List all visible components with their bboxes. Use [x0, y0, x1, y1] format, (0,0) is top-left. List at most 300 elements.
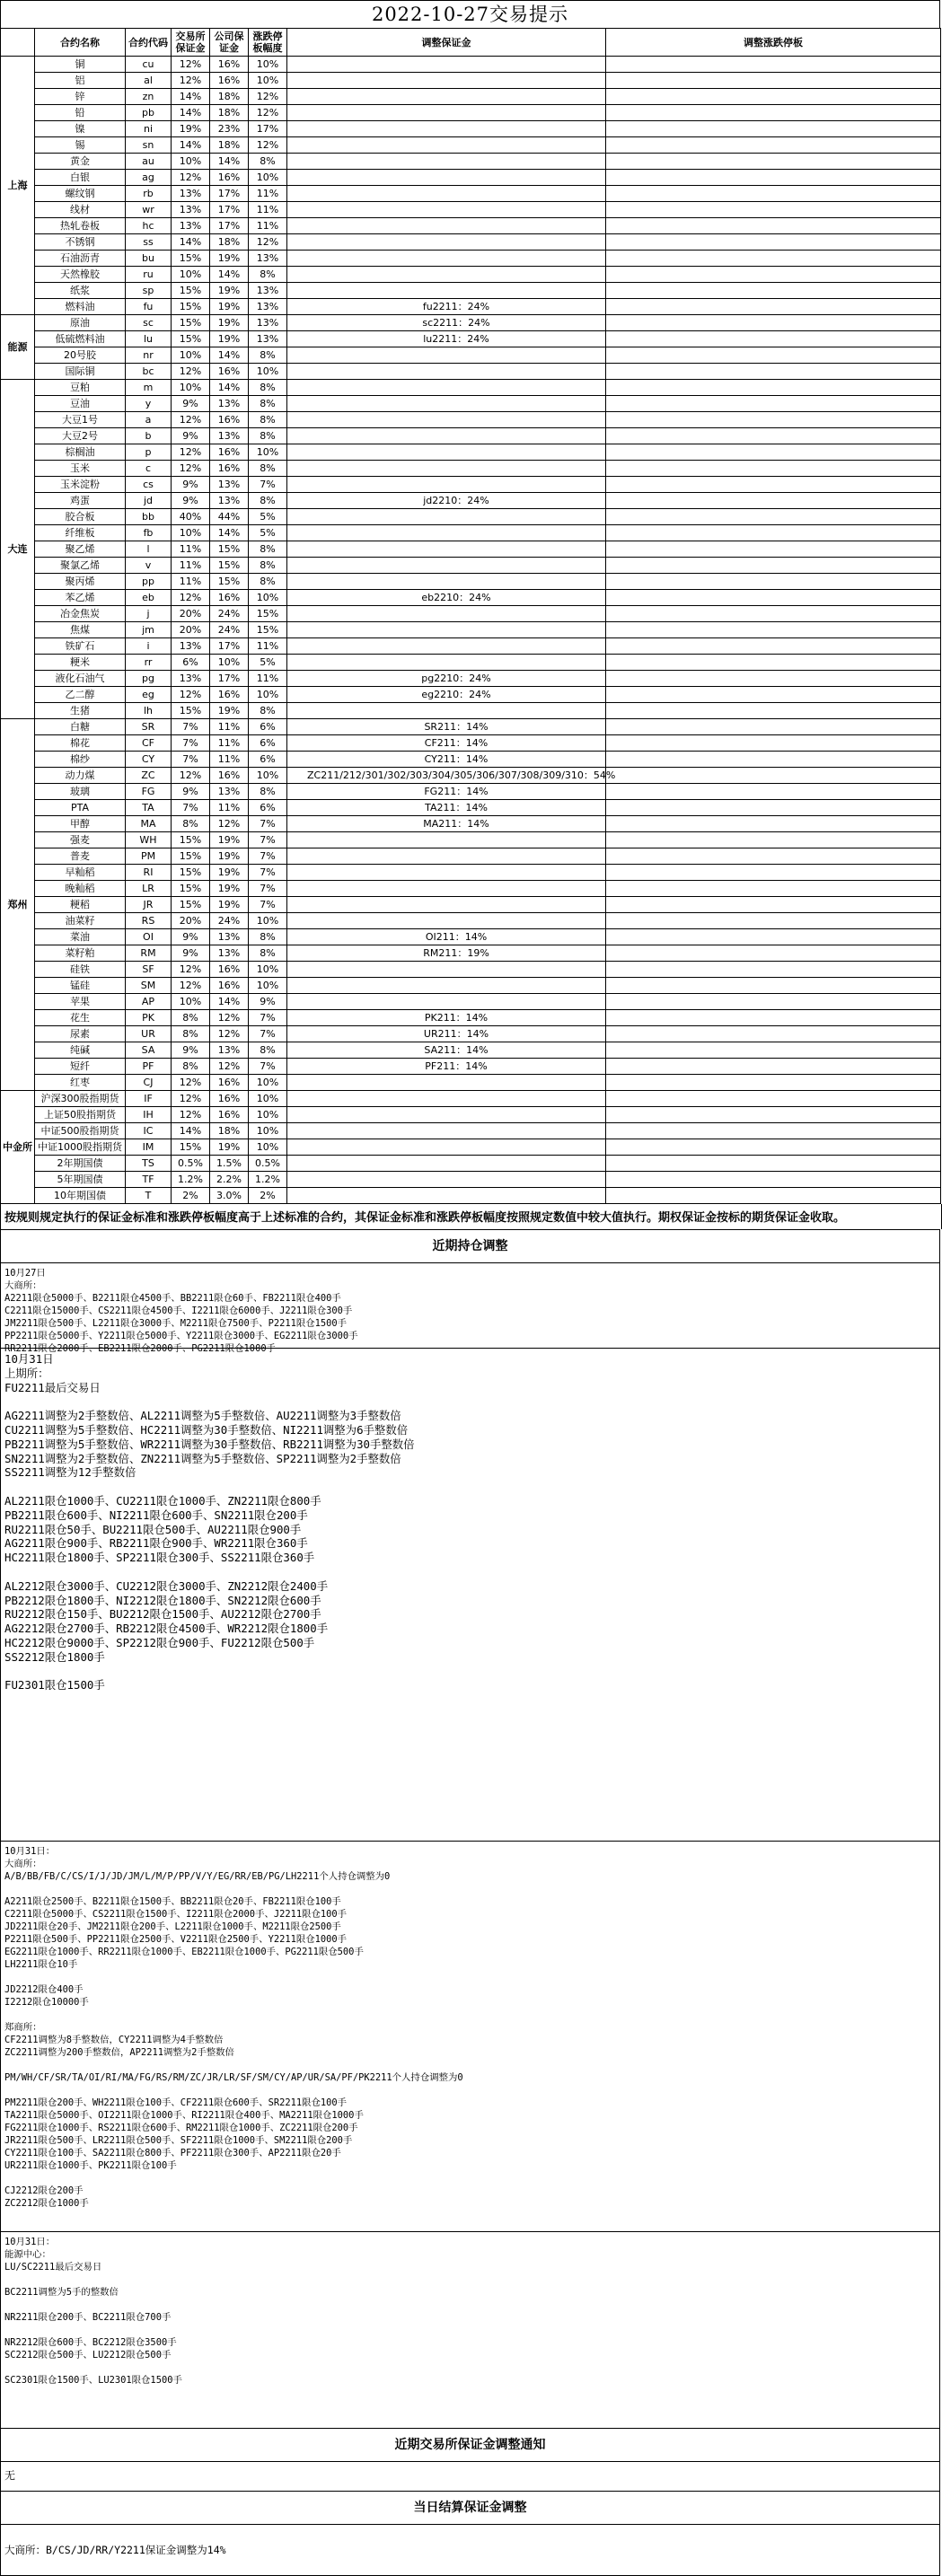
adjusted-limit-cell: [606, 154, 941, 170]
limit-range-cell: 10%: [249, 73, 287, 89]
adjusted-margin-cell: [287, 57, 606, 73]
exchange-margin-cell: 12%: [172, 57, 210, 73]
adjusted-margin-cell: [287, 913, 606, 929]
table-row: [1, 234, 941, 251]
contract-code-cell: RI: [126, 865, 172, 881]
table-row: [1, 719, 941, 735]
exchange-margin-cell: 13%: [172, 218, 210, 234]
limit-range-cell: 17%: [249, 121, 287, 137]
header-company-margin: 公司保证金: [210, 29, 249, 57]
contract-name-cell: 冶金焦炭: [35, 606, 126, 622]
exchange-margin-cell: 12%: [172, 461, 210, 477]
contract-name-cell: 不锈钢: [35, 234, 126, 251]
contract-code-cell: au: [126, 154, 172, 170]
contract-code-cell: a: [126, 412, 172, 428]
limit-range-cell: 7%: [249, 897, 287, 913]
company-margin-cell: 17%: [210, 202, 249, 218]
table-row: [1, 945, 941, 962]
adjusted-margin-cell: [287, 364, 606, 380]
adjusted-limit-cell: [606, 687, 941, 703]
exchange-margin-text: 无: [4, 2469, 16, 2482]
exchange-margin-cell: 8%: [172, 1010, 210, 1026]
contract-name-cell: 纯碱: [35, 1042, 126, 1059]
contract-code-cell: RM: [126, 945, 172, 962]
header-adjusted-limit: 调整涨跌停板: [606, 29, 941, 57]
limit-range-cell: 10%: [249, 687, 287, 703]
table-row: [1, 897, 941, 913]
company-margin-cell: 16%: [210, 73, 249, 89]
contract-code-cell: rb: [126, 186, 172, 202]
adjusted-margin-cell: [287, 396, 606, 412]
contract-name-cell: 棉纱: [35, 752, 126, 768]
adjusted-margin-cell: [287, 234, 606, 251]
contract-name-cell: 中证1000股指期货: [35, 1139, 126, 1156]
company-margin-cell: 24%: [210, 913, 249, 929]
exchange-margin-cell: 0.5%: [172, 1156, 210, 1172]
limit-range-cell: 10%: [249, 962, 287, 978]
adjusted-limit-cell: [606, 929, 941, 945]
contract-code-cell: jd: [126, 493, 172, 509]
company-margin-cell: 19%: [210, 1139, 249, 1156]
table-row: [1, 73, 941, 89]
contract-code-cell: JR: [126, 897, 172, 913]
company-margin-cell: 13%: [210, 929, 249, 945]
header-contract-code: 合约代码: [126, 29, 172, 57]
table-row: [1, 848, 941, 865]
adjusted-margin-cell: [287, 881, 606, 897]
limit-range-cell: 0.5%: [249, 1156, 287, 1172]
adjusted-margin-cell: [287, 89, 606, 105]
company-margin-cell: 12%: [210, 816, 249, 832]
adjusted-limit-cell: [606, 735, 941, 752]
adjusted-limit-cell: [606, 719, 941, 735]
position-block-oct27: 10月27日 大商所： A2211限仓5000手、B2211限仓4500手、BB2211限仓60手、FB2211限仓400手 C2211限仓15000手、CS2211限仓4500手、I2211限仓6000手、J2211限仓300手 JM2211限仓500手、L2211限仓3000手、M2211限仓7500手、P2211限仓1500手 PP2211限仓5000手、Y2211限仓5000手、Y2211限仓3000手、EG2211限仓3000手 RR2211限仓2000手、EB2211限仓2000手、PG2211限仓1000手: [4, 1268, 358, 1354]
limit-range-cell: 7%: [249, 1026, 287, 1042]
exchange-margin-title: 近期交易所保证金调整通知: [1, 2429, 939, 2462]
limit-range-cell: 13%: [249, 315, 287, 331]
limit-range-cell: 12%: [249, 105, 287, 121]
company-margin-cell: 11%: [210, 719, 249, 735]
exchange-margin-cell: 8%: [172, 816, 210, 832]
adjusted-limit-cell: [606, 234, 941, 251]
table-row: [1, 57, 941, 73]
limit-range-cell: 10%: [249, 1123, 287, 1139]
adjusted-limit-cell: [606, 331, 941, 347]
company-margin-cell: 15%: [210, 558, 249, 574]
recent-position-title: 近期持仓调整: [1, 1230, 939, 1263]
adjusted-limit-cell: [606, 913, 941, 929]
adjusted-limit-cell: [606, 832, 941, 848]
contract-code-cell: fu: [126, 299, 172, 315]
contract-name-cell: 低硫燃料油: [35, 331, 126, 347]
exchange-margin-cell: 20%: [172, 913, 210, 929]
limit-range-cell: 10%: [249, 57, 287, 73]
exchange-margin-cell: 12%: [172, 412, 210, 428]
contract-name-cell: 铜: [35, 57, 126, 73]
limit-range-cell: 10%: [249, 913, 287, 929]
adjusted-limit-cell: [606, 137, 941, 154]
contract-name-cell: 石油沥青: [35, 251, 126, 267]
contract-name-cell: 大豆1号: [35, 412, 126, 428]
exchange-margin-cell: 13%: [172, 638, 210, 655]
adjusted-margin-cell: [287, 897, 606, 913]
contract-code-cell: v: [126, 558, 172, 574]
adjusted-limit-cell: [606, 1091, 941, 1107]
adjusted-limit-cell: [606, 218, 941, 234]
company-margin-cell: 14%: [210, 347, 249, 364]
exchange-margin-cell: 12%: [172, 1075, 210, 1091]
header-limit-range: 涨跌停板幅度: [249, 29, 287, 57]
exchange-margin-cell: 9%: [172, 477, 210, 493]
table-row: [1, 493, 941, 509]
contract-name-cell: 硅铁: [35, 962, 126, 978]
table-row: [1, 994, 941, 1010]
limit-range-cell: 13%: [249, 251, 287, 267]
table-row: [1, 121, 941, 137]
table-header-row: [1, 29, 941, 57]
adjusted-margin-cell: [287, 622, 606, 638]
adjusted-margin-cell: CF211：14%: [287, 735, 606, 752]
contract-name-cell: 白银: [35, 170, 126, 186]
limit-range-cell: 15%: [249, 606, 287, 622]
company-margin-cell: 16%: [210, 444, 249, 461]
contract-code-cell: cu: [126, 57, 172, 73]
contract-code-cell: CF: [126, 735, 172, 752]
adjusted-margin-cell: [287, 380, 606, 396]
adjusted-margin-cell: [287, 412, 606, 428]
contract-name-cell: 粳稻: [35, 897, 126, 913]
table-row: [1, 913, 941, 929]
adjusted-limit-cell: [606, 186, 941, 202]
contract-code-cell: pp: [126, 574, 172, 590]
contract-code-cell: TS: [126, 1156, 172, 1172]
company-margin-cell: 11%: [210, 752, 249, 768]
adjusted-margin-cell: SR211：14%: [287, 719, 606, 735]
company-margin-cell: 15%: [210, 574, 249, 590]
company-margin-cell: 16%: [210, 768, 249, 784]
exchange-margin-cell: 15%: [172, 315, 210, 331]
contract-name-cell: 原油: [35, 315, 126, 331]
table-row: [1, 154, 941, 170]
table-row: [1, 509, 941, 525]
contract-name-cell: 菜籽粕: [35, 945, 126, 962]
contract-code-cell: TF: [126, 1172, 172, 1188]
exchange-margin-cell: 12%: [172, 1107, 210, 1123]
limit-range-cell: 11%: [249, 671, 287, 687]
table-row: [1, 202, 941, 218]
exchange-margin-cell: 7%: [172, 752, 210, 768]
exchange-margin-cell: 10%: [172, 267, 210, 283]
company-margin-cell: 13%: [210, 1042, 249, 1059]
adjusted-limit-cell: [606, 283, 941, 299]
contract-name-cell: 花生: [35, 1010, 126, 1026]
adjusted-limit-cell: [606, 251, 941, 267]
table-row: [1, 671, 941, 687]
adjusted-margin-cell: [287, 428, 606, 444]
exchange-margin-cell: 15%: [172, 865, 210, 881]
exchange-margin-cell: 14%: [172, 1123, 210, 1139]
exchange-margin-cell: 8%: [172, 1026, 210, 1042]
exchange-margin-cell: 12%: [172, 978, 210, 994]
exchange-margin-cell: 20%: [172, 622, 210, 638]
contract-name-cell: 胶合板: [35, 509, 126, 525]
adjusted-limit-cell: [606, 558, 941, 574]
adjusted-limit-cell: [606, 638, 941, 655]
table-row: [1, 929, 941, 945]
exchange-margin-cell: 15%: [172, 881, 210, 897]
contract-code-cell: CJ: [126, 1075, 172, 1091]
exchange-margin-cell: 12%: [172, 170, 210, 186]
company-margin-cell: 14%: [210, 380, 249, 396]
company-margin-cell: 11%: [210, 800, 249, 816]
adjusted-limit-cell: [606, 897, 941, 913]
table-row: [1, 331, 941, 347]
company-margin-cell: 13%: [210, 396, 249, 412]
company-margin-cell: 15%: [210, 541, 249, 558]
adjusted-margin-cell: [287, 105, 606, 121]
table-row: [1, 735, 941, 752]
contract-code-cell: wr: [126, 202, 172, 218]
limit-range-cell: 5%: [249, 655, 287, 671]
adjusted-margin-cell: [287, 638, 606, 655]
company-margin-cell: 16%: [210, 461, 249, 477]
company-margin-cell: 14%: [210, 267, 249, 283]
limit-range-cell: 8%: [249, 347, 287, 364]
contract-code-cell: IC: [126, 1123, 172, 1139]
table-row: [1, 428, 941, 444]
table-row: [1, 396, 941, 412]
adjusted-limit-cell: [606, 1172, 941, 1188]
exchange-margin-cell: 19%: [172, 121, 210, 137]
contract-code-cell: sc: [126, 315, 172, 331]
company-margin-cell: 11%: [210, 735, 249, 752]
contract-code-cell: cs: [126, 477, 172, 493]
exchange-margin-cell: 12%: [172, 364, 210, 380]
limit-range-cell: 11%: [249, 186, 287, 202]
company-margin-cell: 16%: [210, 1091, 249, 1107]
contract-code-cell: PK: [126, 1010, 172, 1026]
adjusted-margin-cell: [287, 283, 606, 299]
adjusted-limit-cell: [606, 606, 941, 622]
adjusted-limit-cell: [606, 299, 941, 315]
table-row: [1, 105, 941, 121]
limit-range-cell: 13%: [249, 331, 287, 347]
exchange-margin-cell: 9%: [172, 1042, 210, 1059]
contract-name-cell: 聚乙烯: [35, 541, 126, 558]
adjusted-limit-cell: [606, 1026, 941, 1042]
company-margin-cell: 14%: [210, 154, 249, 170]
contract-name-cell: 动力煤: [35, 768, 126, 784]
contract-name-cell: 2年期国债: [35, 1156, 126, 1172]
adjusted-limit-cell: [606, 1075, 941, 1091]
table-row: [1, 444, 941, 461]
exchange-margin-cell: 15%: [172, 283, 210, 299]
contract-name-cell: 聚丙烯: [35, 574, 126, 590]
adjusted-limit-cell: [606, 202, 941, 218]
adjusted-limit-cell: [606, 590, 941, 606]
table-row: [1, 881, 941, 897]
table-row: [1, 784, 941, 800]
company-margin-cell: 18%: [210, 105, 249, 121]
contract-name-cell: 大豆2号: [35, 428, 126, 444]
limit-range-cell: 7%: [249, 865, 287, 881]
contract-code-cell: c: [126, 461, 172, 477]
settlement-margin-title: 当日结算保证金调整: [1, 2492, 939, 2525]
exchange-margin-cell: 8%: [172, 1059, 210, 1075]
contract-code-cell: UR: [126, 1026, 172, 1042]
adjusted-limit-cell: [606, 816, 941, 832]
adjusted-limit-cell: [606, 315, 941, 331]
company-margin-cell: 19%: [210, 283, 249, 299]
table-row: [1, 541, 941, 558]
table-row: [1, 1091, 941, 1107]
company-margin-cell: 16%: [210, 1075, 249, 1091]
contract-name-cell: 棕榈油: [35, 444, 126, 461]
adjusted-margin-cell: [287, 137, 606, 154]
table-row: [1, 800, 941, 816]
adjusted-limit-cell: [606, 768, 941, 784]
contract-name-cell: 10年期国债: [35, 1188, 126, 1204]
adjusted-margin-cell: pg2210：24%: [287, 671, 606, 687]
table-row: [1, 461, 941, 477]
exchange-margin-cell: 12%: [172, 73, 210, 89]
contract-name-cell: 菜油: [35, 929, 126, 945]
table-row: [1, 816, 941, 832]
company-margin-cell: 13%: [210, 784, 249, 800]
adjusted-margin-cell: [287, 461, 606, 477]
table-row: [1, 477, 941, 493]
adjusted-limit-cell: [606, 1139, 941, 1156]
contract-name-cell: PTA: [35, 800, 126, 816]
contract-name-cell: 锡: [35, 137, 126, 154]
adjusted-limit-cell: [606, 1188, 941, 1204]
table-row: [1, 364, 941, 380]
adjusted-limit-cell: [606, 1059, 941, 1075]
adjusted-limit-cell: [606, 461, 941, 477]
exchange-margin-cell: 15%: [172, 832, 210, 848]
contract-name-cell: 锰硅: [35, 978, 126, 994]
adjusted-margin-cell: MA211：14%: [287, 816, 606, 832]
exchange-margin-cell: 11%: [172, 574, 210, 590]
company-margin-cell: 17%: [210, 186, 249, 202]
exchange-margin-cell: 10%: [172, 380, 210, 396]
contract-name-cell: 纤维板: [35, 525, 126, 541]
company-margin-cell: 19%: [210, 848, 249, 865]
limit-range-cell: 8%: [249, 784, 287, 800]
contract-name-cell: 早籼稻: [35, 865, 126, 881]
table-row: [1, 267, 941, 283]
contract-code-cell: fb: [126, 525, 172, 541]
table-row: [1, 768, 941, 784]
adjusted-margin-cell: [287, 251, 606, 267]
company-margin-cell: 14%: [210, 994, 249, 1010]
adjusted-limit-cell: [606, 477, 941, 493]
adjusted-limit-cell: [606, 945, 941, 962]
contract-code-cell: TA: [126, 800, 172, 816]
table-row: [1, 1010, 941, 1026]
exchange-margin-cell: 11%: [172, 541, 210, 558]
company-margin-cell: 16%: [210, 978, 249, 994]
exchange-margin-cell: 15%: [172, 299, 210, 315]
contract-code-cell: hc: [126, 218, 172, 234]
company-margin-cell: 10%: [210, 655, 249, 671]
limit-range-cell: 8%: [249, 574, 287, 590]
adjusted-limit-cell: [606, 509, 941, 525]
exchange-margin-cell: 14%: [172, 234, 210, 251]
table-row: [1, 380, 941, 396]
limit-range-cell: 10%: [249, 590, 287, 606]
limit-range-cell: 6%: [249, 800, 287, 816]
limit-range-cell: 6%: [249, 752, 287, 768]
exchange-margin-cell: 1.2%: [172, 1172, 210, 1188]
table-row: [1, 606, 941, 622]
contract-name-cell: 粳米: [35, 655, 126, 671]
table-row: [1, 752, 941, 768]
exchange-cell: 大连: [1, 380, 35, 719]
company-margin-cell: 19%: [210, 331, 249, 347]
contract-code-cell: jm: [126, 622, 172, 638]
company-margin-cell: 23%: [210, 121, 249, 137]
adjusted-margin-cell: PK211：14%: [287, 1010, 606, 1026]
adjusted-margin-cell: [287, 978, 606, 994]
limit-range-cell: 5%: [249, 525, 287, 541]
contract-name-cell: 短纤: [35, 1059, 126, 1075]
adjusted-limit-cell: [606, 73, 941, 89]
contract-name-cell: 普麦: [35, 848, 126, 865]
adjusted-margin-cell: [287, 170, 606, 186]
contract-code-cell: y: [126, 396, 172, 412]
contract-code-cell: SR: [126, 719, 172, 735]
adjusted-margin-cell: UR211：14%: [287, 1026, 606, 1042]
exchange-margin-cell: 40%: [172, 509, 210, 525]
limit-range-cell: 10%: [249, 1091, 287, 1107]
contract-code-cell: ZC: [126, 768, 172, 784]
adjusted-limit-cell: [606, 655, 941, 671]
contract-name-cell: 上证50股指期货: [35, 1107, 126, 1123]
company-margin-cell: 19%: [210, 881, 249, 897]
table-row: [1, 1172, 941, 1188]
exchange-margin-cell: 9%: [172, 493, 210, 509]
table-row: [1, 283, 941, 299]
recent-position-section: [0, 1229, 940, 2429]
adjusted-margin-cell: [287, 1075, 606, 1091]
exchange-margin-cell: 14%: [172, 137, 210, 154]
contract-name-cell: 白糖: [35, 719, 126, 735]
table-body: [1, 57, 941, 1204]
adjusted-limit-cell: [606, 622, 941, 638]
adjusted-limit-cell: [606, 412, 941, 428]
contract-code-cell: pb: [126, 105, 172, 121]
company-margin-cell: 18%: [210, 1123, 249, 1139]
adjusted-limit-cell: [606, 1010, 941, 1026]
adjusted-margin-cell: jd2210：24%: [287, 493, 606, 509]
limit-range-cell: 8%: [249, 945, 287, 962]
contract-code-cell: SF: [126, 962, 172, 978]
contract-code-cell: SM: [126, 978, 172, 994]
limit-range-cell: 10%: [249, 1139, 287, 1156]
contract-name-cell: 棉花: [35, 735, 126, 752]
header-exchange-margin: 交易所保证金: [172, 29, 210, 57]
exchange-margin-cell: 12%: [172, 1091, 210, 1107]
table-row: [1, 347, 941, 364]
settlement-margin-section: [0, 2492, 940, 2576]
company-margin-cell: 17%: [210, 638, 249, 655]
contract-name-cell: 铁矿石: [35, 638, 126, 655]
adjusted-limit-cell: [606, 1107, 941, 1123]
adjusted-limit-cell: [606, 493, 941, 509]
contract-name-cell: 红枣: [35, 1075, 126, 1091]
adjusted-limit-cell: [606, 347, 941, 364]
